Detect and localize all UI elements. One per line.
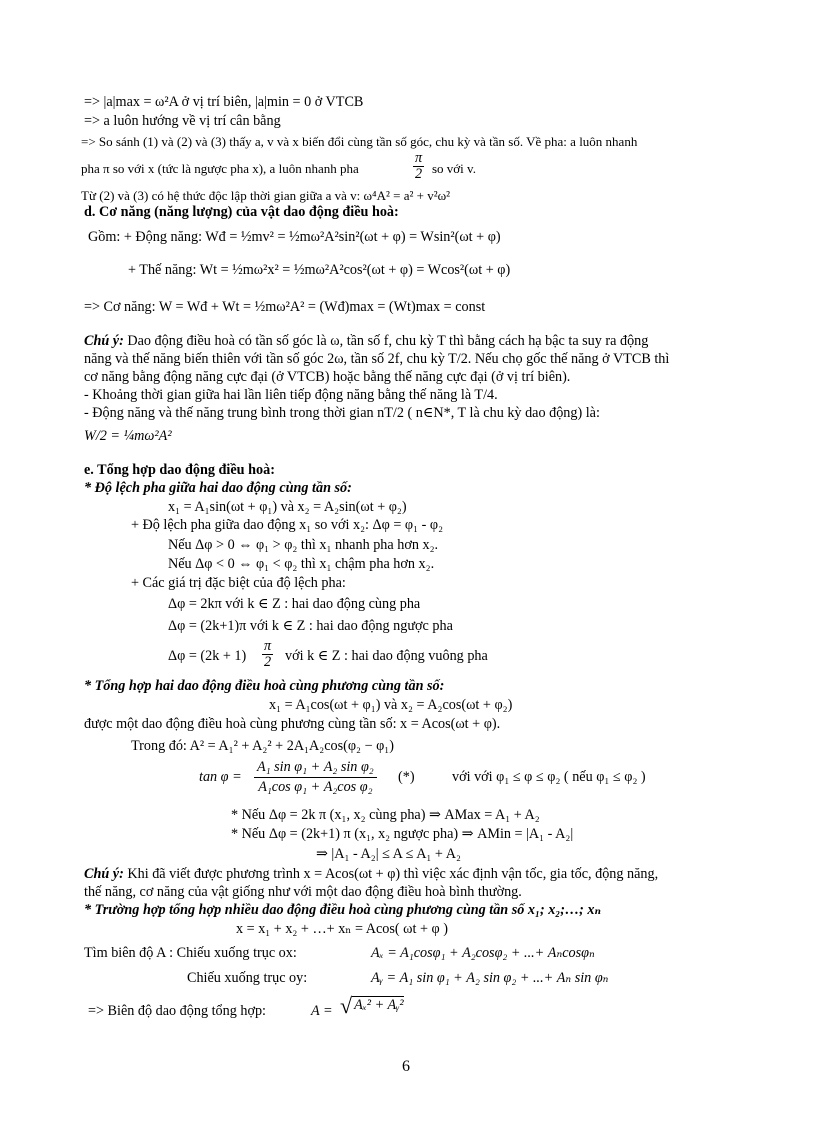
pi-over-2-fraction: [413, 151, 424, 182]
section-heading: d. Cơ năng (năng lượng) của vật dao động điều hoà:: [84, 204, 399, 220]
note-text: Dao động điều hoà có tần số góc là ω, tần số f, chu kỳ T thì bằng cách hạ bậc ta suy ra động: [123, 333, 649, 349]
equation-line: Gồm: + Động năng: Wđ = ½mv² = ½mω²A²sin²(ωt + φ) = Wsin²(ωt + φ): [88, 229, 501, 245]
equation-line: => Cơ năng: W = Wđ + Wt = ½mω²A² = (Wđ)max = (Wt)max = const: [84, 299, 486, 315]
text-line: Δφ = (2k + 1): [168, 648, 247, 664]
fraction-denominator: 2: [415, 166, 423, 182]
note-label: Chú ý:: [84, 333, 124, 349]
text-line: với với φ₁ ≤ φ ≤ φ₂ ( nếu φ₁ ≤ φ₂ ): [452, 769, 646, 785]
sqrt-expression: [340, 993, 404, 1019]
text-line: => Biên độ dao động tổng hợp:: [88, 1003, 266, 1019]
fraction-denominator: A₁cos φ₁ + A₂cos φ₂: [258, 779, 373, 795]
equation-line: Aᵧ = A₁ sin φ₁ + A₂ sin φ₂ + ...+ Aₙ sin φₙ: [371, 970, 609, 986]
subsection-heading: * Độ lệch pha giữa hai dao động cùng tần số:: [84, 480, 352, 496]
equation-line: Trong đó: A² = A₁² + A₂² + 2A₁A₂cos(φ₂ − φ₁): [131, 738, 394, 754]
text-line: => |a|max = ω²A ở vị trí biên, |a|min = 0 ở VTCB: [84, 94, 364, 110]
text-line: - Khoảng thời gian giữa hai lần liên tiếp động năng bằng thế năng là T/4.: [84, 387, 498, 403]
text-line: với k ∈ Z : hai dao động vuông pha: [285, 648, 488, 664]
radical-sign: √: [340, 993, 353, 1019]
fraction-denominator: 2: [264, 654, 272, 670]
tan-fraction: [254, 758, 377, 797]
text-line: Δφ = (2k+1)π với k ∈ Z : hai dao động ngược pha: [168, 618, 453, 634]
equation-line: x₁ = A₁cos(ωt + φ₁) và x₂ = A₂cos(ωt + φ₂): [269, 697, 513, 713]
fraction-numerator: π: [264, 638, 272, 654]
text-line: được một dao động điều hoà cùng phương cùng tần số: x = Acos(ωt + φ).: [84, 716, 501, 732]
text-line: Δφ = 2kπ với k ∈ Z : hai dao động cùng pha: [168, 596, 421, 612]
equation-ref: (*): [398, 769, 415, 785]
subsection-heading: * Trường hợp tổng hợp nhiều dao động điều hoà cùng phương cùng tần số x₁; x₂;…; xₙ: [84, 902, 602, 918]
text-line: + Độ lệch pha giữa dao động x₁ so với x₂: Δφ = φ₁ - φ₂: [131, 517, 444, 533]
fraction-numerator: π: [415, 150, 423, 166]
section-heading: e. Tổng hợp dao động điều hoà:: [84, 462, 275, 478]
text-line: - Động năng và thế năng trung bình trong thời gian nT/2 ( n∈N*, T là chu kỳ dao động) là:: [84, 405, 600, 421]
text-line: pha π so với x (tức là ngược pha x), a luôn nhanh pha: [81, 161, 359, 176]
page-number: 6: [402, 1058, 410, 1075]
note-label: Chú ý:: [84, 866, 124, 882]
pi-over-2-fraction: [262, 639, 273, 670]
text-line: Tìm biên độ A : Chiếu xuống trục ox:: [84, 945, 297, 961]
text-line: ⇒ |A₁ - A₂| ≤ A ≤ A₁ + A₂: [316, 846, 461, 862]
text-line: thế năng, cơ năng của vật giống như với một dao động điều hoà bình thường.: [84, 884, 522, 900]
text-line: => So sánh (1) và (2) và (3) thấy a, v và x biến đổi cùng tần số góc, chu kỳ và tần số. Về pha: a luôn nhanh: [81, 134, 638, 149]
note-line: [84, 866, 658, 883]
equation-line: Aₓ = A₁cosφ₁ + A₂cosφ₂ + ...+ Aₙcosφₙ: [371, 945, 595, 961]
radicand: Aₓ² + Aᵧ²: [354, 997, 404, 1013]
text-line: * Nếu Δφ = 2k π (x₁, x₂ cùng pha) ⇒ AMax = A₁ + A₂: [231, 807, 540, 823]
equation-line: W/2 = ¼mω²A²: [84, 428, 172, 444]
text-line: => a luôn hướng về vị trí cân bằng: [84, 113, 281, 129]
text-line: Chiếu xuống trục oy:: [187, 970, 308, 986]
text-line: Nếu Δφ > 0 ⇔ φ₁ > φ₂ thì x₁ nhanh pha hơn x₂.: [168, 537, 439, 553]
text-line: + Các giá trị đặc biệt của độ lệch pha:: [131, 575, 346, 591]
note-line: [84, 333, 648, 350]
text-line: cơ năng bằng động năng cực đại (ở VTCB) hoặc bằng thế năng cực đại (ở vị trí biên).: [84, 369, 571, 385]
tan-label: tan φ =: [199, 769, 242, 785]
text-line: Nếu Δφ < 0 ⇔ φ₁ < φ₂ thì x₁ chậm pha hơn x₂.: [168, 556, 435, 572]
equation-line: + Thế năng: Wt = ½mω²x² = ½mω²A²cos²(ωt + φ) = Wcos²(ωt + φ): [128, 262, 511, 278]
equation-line: x₁ = A₁sin(ωt + φ₁) và x₂ = A₂sin(ωt + φ₂): [168, 499, 407, 515]
note-text: Khi đã viết được phương trình x = Acos(ωt + φ) thì việc xác định vận tốc, gia tốc, động năng,: [123, 866, 659, 882]
text-line: * Nếu Δφ = (2k+1) π (x₁, x₂ ngược pha) ⇒ AMin = |A₁ - A₂|: [231, 826, 574, 842]
text-line: so với v.: [432, 161, 476, 176]
text-line: năng và thế năng biến thiên với tần số góc 2ω, tần số 2f, chu kỳ T/2. Nếu chọ gốc thế năng ở VTCB thì: [84, 351, 670, 367]
text-line: Từ (2) và (3) có hệ thức độc lập thời gian giữa a và v: ω⁴A² = a² + v²ω²: [81, 188, 451, 203]
equation-line: x = x₁ + x₂ + …+ xₙ = Acos( ωt + φ ): [236, 921, 449, 937]
equation-lhs: A =: [311, 1003, 333, 1019]
subsection-heading: * Tổng hợp hai dao động điều hoà cùng phương cùng tần số:: [84, 678, 445, 694]
fraction-numerator: A₁ sin φ₁ + A₂ sin φ₂: [254, 758, 377, 778]
